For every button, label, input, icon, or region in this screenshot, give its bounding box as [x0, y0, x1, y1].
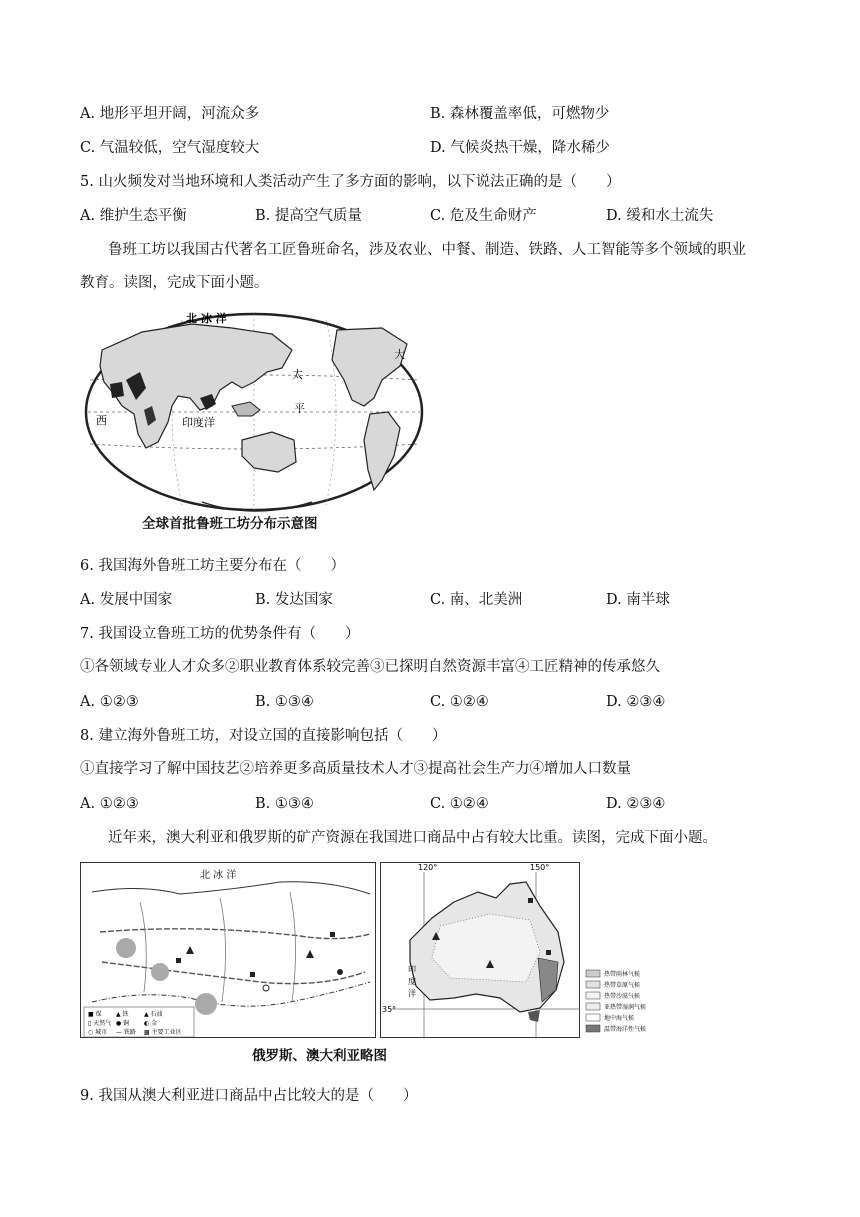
russia-australia-map-caption: 俄罗斯、澳大利亚略图 [252, 1048, 387, 1064]
australia-climate-legend [584, 968, 674, 1038]
climate-legend [584, 968, 674, 1038]
australia-map [380, 862, 580, 1038]
q7-stem: 7. 我国设立鲁班工坊的优势条件有（ ） [80, 626, 360, 642]
world-map-figure [82, 310, 427, 538]
q8-option-a: A. ①②③ [80, 796, 139, 812]
map-label-west: 西 [96, 414, 107, 427]
map-label-north-sea: 北 冰 洋 [186, 312, 227, 325]
ocean-label-3: 洋 [408, 989, 416, 998]
svg-text:地中海气候: 地中海气候 [604, 1015, 635, 1022]
q8-stem: 8. 建立海外鲁班工坊，对设立国的直接影响包括（ ） [80, 728, 447, 744]
map-label-atlantic: 大 [394, 348, 405, 361]
q7-option-b: B. ①③④ [255, 694, 314, 710]
russia-map-sea-label: 北 冰 洋 [200, 870, 237, 881]
q6-stem: 6. 我国海外鲁班工坊主要分布在（ ） [80, 558, 345, 574]
lon-120-label: 120° [418, 863, 438, 872]
q8-option-b: B. ①③④ [255, 796, 314, 812]
svg-text:热带雨林气候: 热带雨林气候 [604, 971, 641, 978]
svg-text:◐ 金: ◐ 金 [144, 1020, 158, 1027]
q5-option-d: D. 缓和水土流失 [606, 208, 714, 224]
map-label-pacific-1: 太 [292, 368, 303, 381]
svg-text:▲ 石油: ▲ 石油 [144, 1011, 163, 1018]
q8-option-d: D. ②③④ [606, 796, 666, 812]
world-map-caption: 全球首批鲁班工坊分布示意图 [142, 516, 318, 532]
lat-35-label: 35° [382, 1005, 397, 1014]
q6-option-c: C. 南、北美洲 [430, 592, 523, 608]
q5-stem: 5. 山火频发对当地环境和人类活动产生了多方面的影响，以下说法正确的是（ ） [80, 174, 621, 190]
q6-option-d: D. 南半球 [606, 592, 670, 608]
svg-text:▩ 主要工业区: ▩ 主要工业区 [144, 1029, 182, 1036]
svg-text:热带草原气候: 热带草原气候 [604, 982, 641, 989]
q8-items: ①直接学习了解中国技艺②培养更多高质量技术人才③提高社会生产力④增加人口数量 [80, 761, 631, 777]
svg-text:— 铁路: — 铁路 [116, 1029, 136, 1036]
q8-option-c: C. ①②④ [430, 796, 489, 812]
svg-text:● 铜: ● 铜 [116, 1020, 130, 1027]
q7-items: ①各领域专业人才众多②职业教育体系较完善③已探明自然资源丰富④工匠精神的传承悠久 [80, 659, 660, 675]
svg-text:○ 城市: ○ 城市 [88, 1029, 108, 1036]
q7-option-a: A. ①②③ [80, 694, 139, 710]
q4-option-b: B. 森林覆盖率低，可燃物少 [430, 106, 610, 122]
svg-text:温带海洋性气候: 温带海洋性气候 [604, 1026, 647, 1033]
intro-paragraph-2: 近年来，澳大利亚和俄罗斯的矿产资源在我国进口商品中占有较大比重。读图，完成下面小题。 [108, 830, 717, 846]
world-map [82, 310, 427, 538]
russia-map [80, 862, 376, 1038]
svg-text:▯ 天然气: ▯ 天然气 [88, 1020, 112, 1027]
intro-paragraph-line2: 教育。读图，完成下面小题。 [80, 275, 269, 291]
q9-stem: 9. 我国从澳大利亚进口商品中占比较大的是（ ） [80, 1088, 418, 1104]
map-label-indian-ocean: 印度洋 [182, 416, 215, 429]
q5-option-a: A. 维护生态平衡 [80, 208, 187, 224]
q6-option-b: B. 发达国家 [255, 592, 333, 608]
intro-paragraph-line1: 鲁班工坊以我国古代著名工匠鲁班命名，涉及农业、中餐、制造、铁路、人工智能等多个领域的职业 [108, 242, 746, 258]
q7-option-d: D. ②③④ [606, 694, 666, 710]
ocean-label-1: 印 [408, 965, 416, 974]
svg-text:■ 煤: ■ 煤 [88, 1011, 102, 1018]
q4-option-a: A. 地形平坦开阔，河流众多 [80, 106, 260, 122]
russia-map-figure [80, 862, 376, 1038]
svg-text:热带沙漠气候: 热带沙漠气候 [604, 993, 641, 1000]
svg-text:▲ 铁: ▲ 铁 [116, 1011, 129, 1018]
q4-option-c: C. 气温较低，空气湿度较大 [80, 140, 260, 156]
ocean-label-2: 度 [408, 977, 416, 986]
australia-map-figure [380, 862, 580, 1038]
svg-text:亚热带湿润气候: 亚热带湿润气候 [604, 1004, 647, 1011]
q4-option-d: D. 气候炎热干燥，降水稀少 [430, 140, 610, 156]
q6-option-a: A. 发展中国家 [80, 592, 173, 608]
q7-option-c: C. ①②④ [430, 694, 489, 710]
map-label-pacific-2: 平 [294, 402, 305, 415]
q5-option-c: C. 危及生命财产 [430, 208, 537, 224]
q5-option-b: B. 提高空气质量 [255, 208, 362, 224]
lon-150-label: 150° [530, 863, 550, 872]
